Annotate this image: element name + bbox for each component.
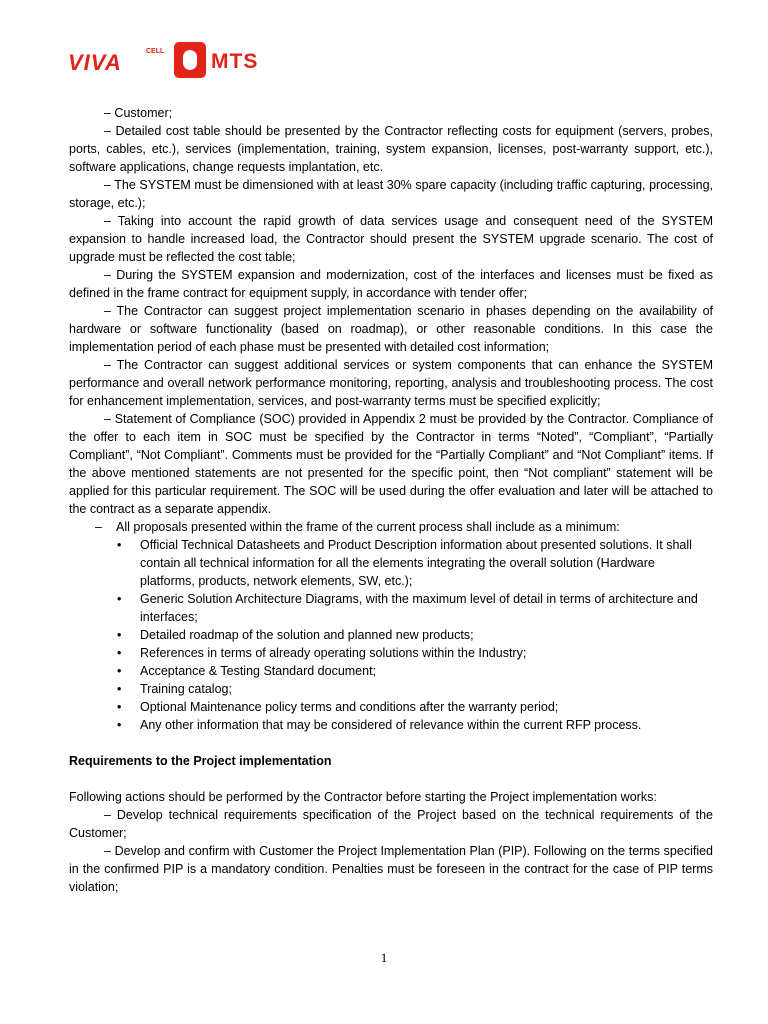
list-item: • Generic Solution Architecture Diagrams, with the maximum level of detail in terms of architecture and interfaces; — [69, 590, 713, 626]
logo-mts-text: MTS — [211, 50, 259, 73]
paragraph-additional-services: – The Contractor can suggest additional services or system components that can enhance the SYSTEM performance and overall network performance monitoring, reporting, analysis and troubleshooting process. The cost for enhancement implementation, services, and post-warranty terms must be specified explicitly; — [69, 358, 713, 408]
paragraph-develop-spec: – Develop technical requirements specification of the Project based on the technical requirements of the Customer; — [69, 808, 713, 840]
paragraph-following-actions: Following actions should be performed by the Contractor before starting the Project implementation works: — [69, 790, 657, 804]
paragraph-phases: – The Contractor can suggest project implementation scenario in phases depending on the availability of hardware or software functionality (based on roadmap), or other reasonable conditions. In this case the implementation period of each phase must be presented with detailed cost information; — [69, 304, 713, 354]
paragraph-develop-pip: – Develop and confirm with Customer the Project Implementation Plan (PIP). Following on the terms specified in the confirmed PIP is a mandatory condition. Penalties must be foreseen in the contract for the case of PIP terms violation; — [69, 844, 713, 894]
list-item: • Official Technical Datasheets and Product Description information about presented solutions. It shall contain all technical information for all the elements integrating the overall solution (Hardware platforms, products, network elements, SW, etc.); — [69, 536, 713, 590]
paragraph-customer: – Customer; — [104, 106, 173, 120]
document-body — [69, 104, 713, 896]
list-item: • References in terms of already operating solutions within the Industry; — [69, 644, 713, 662]
paragraph-expansion-cost: – During the SYSTEM expansion and modernization, cost of the interfaces and licenses must be fixed as defined in the frame contract for equipment supply, in accordance with tender offer; — [69, 268, 713, 300]
list-item: • Training catalog; — [69, 680, 713, 698]
list-item: • Optional Maintenance policy terms and conditions after the warranty period; — [69, 698, 713, 716]
logo-mark-icon — [174, 42, 206, 78]
section-heading: Requirements to the Project implementation — [69, 754, 332, 768]
proposals-dash: – — [95, 520, 102, 534]
paragraph-soc: – Statement of Compliance (SOC) provided in Appendix 2 must be provided by the Contractor. Compliance of the offer to each item in SOC must be specified by the Contractor in terms “Noted”, “Compliant”, “Partially Compliant”, “Not Compliant”. Comments must be provided for the “Partially Compliant” and “Not Compliant” items. If the above mentioned statements are not presented for the specific point, then “Not compliant” statement will be applied for this particular requirement. The SOC will be used during the offer evaluation and later will be attached to the contract as a separate appendix. — [69, 412, 713, 516]
paragraph-upgrade-scenario: – Taking into account the rapid growth of data services usage and consequent need of the SYSTEM expansion to handle increased load, the Contractor should present the SYSTEM upgrade scenario. The cost of upgrade must be reflected the cost table; — [69, 214, 713, 264]
proposals-intro — [69, 518, 713, 536]
logo-cell-text: CELL — [146, 48, 165, 55]
paragraph-cost-table: – Detailed cost table should be presented by the Contractor reflecting costs for equipment (servers, probes, ports, cables, etc.), services (implementation, training, system expansion, licenses, post-warranty support, etc.), software applications, change requests implantation, etc. — [69, 124, 713, 174]
list-item: • Detailed roadmap of the solution and planned new products; — [69, 626, 713, 644]
logo-viva-text: VIVA — [68, 50, 122, 75]
page-number: 1 — [380, 950, 388, 965]
list-item: • Any other information that may be considered of relevance within the current RFP process. — [69, 716, 713, 734]
proposals-intro-text: All proposals presented within the frame of the current process shall include as a minimum: — [116, 520, 620, 534]
proposals-list — [69, 536, 713, 734]
list-item: • Acceptance & Testing Standard document; — [69, 662, 713, 680]
paragraph-spare-capacity: – The SYSTEM must be dimensioned with at least 30% spare capacity (including traffic capturing, processing, storage, etc.); — [69, 178, 713, 210]
